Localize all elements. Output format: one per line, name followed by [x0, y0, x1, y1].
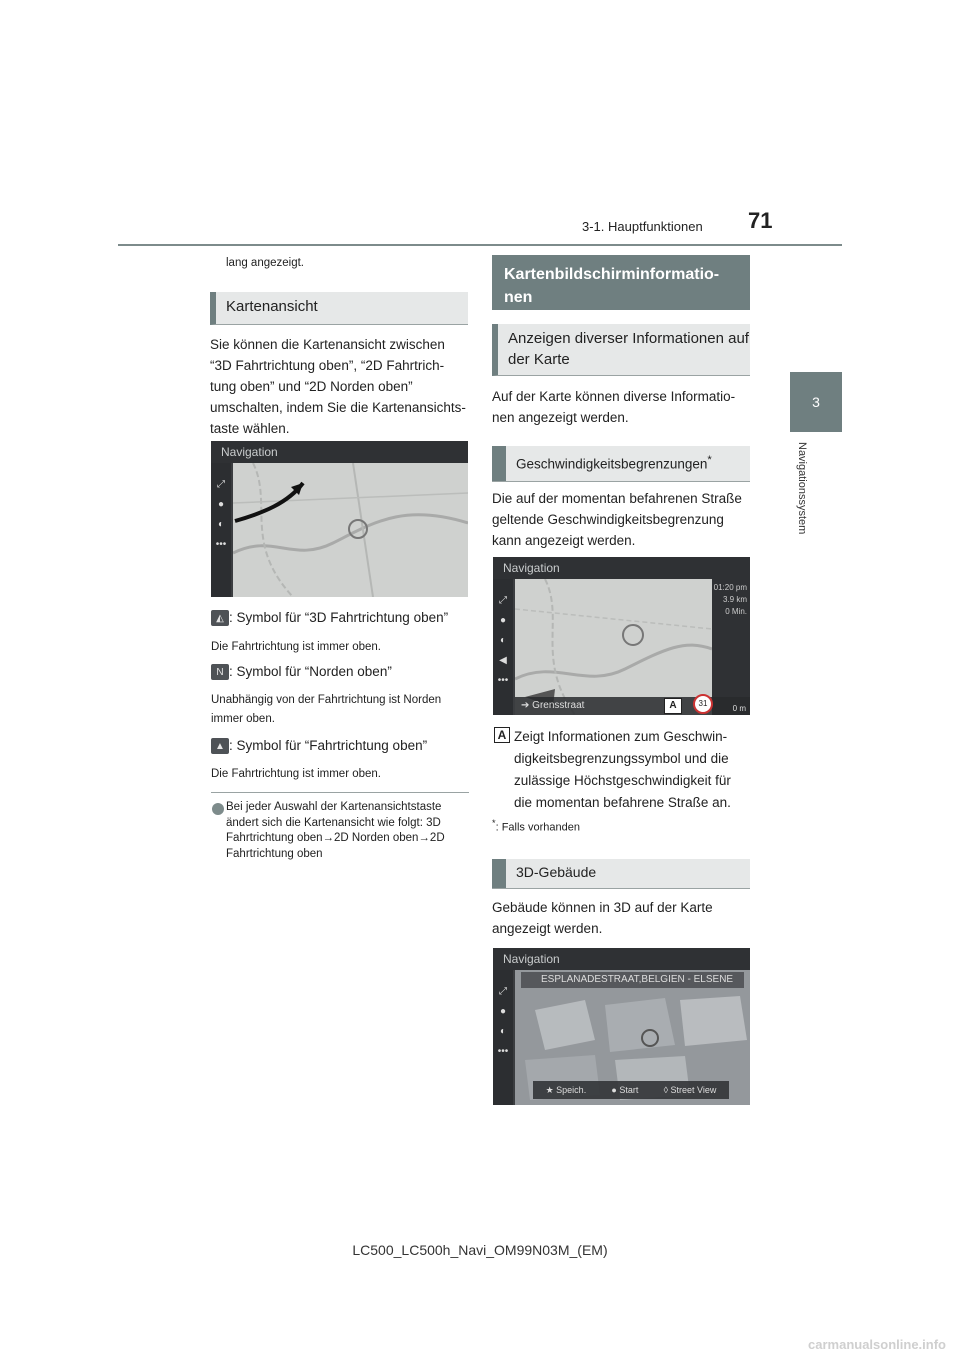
- street-banner: ESPLANADESTRAAT,BELGIEN - ELSENE: [521, 972, 744, 988]
- symbol-item-heading: [211, 735, 471, 784]
- expand-icon: ⤢: [499, 595, 507, 606]
- heading-up-icon: ▲: [211, 738, 229, 754]
- save-button[interactable]: ★ Speich.: [545, 1085, 587, 1095]
- speed-heading-mark: *: [707, 454, 712, 466]
- symbol-label: : Symbol für “Norden oben”: [229, 664, 392, 679]
- footnote: [492, 818, 580, 834]
- expand-icon: ⤢: [217, 479, 225, 490]
- speed-limit-sign: 31: [693, 694, 713, 714]
- chapter-label: Navigationssystem: [796, 442, 808, 535]
- street-view-button[interactable]: ◊ Street View: [663, 1085, 717, 1095]
- building-heading: [492, 859, 750, 889]
- note-bullet: [212, 803, 224, 815]
- bottom-distance: 0 m: [732, 704, 746, 713]
- symbol-desc: Die Fahrtrichtung ist immer oben.: [211, 641, 382, 653]
- 3d-heading-up-icon: ◭: [211, 610, 229, 626]
- pin-icon: ●: [217, 499, 225, 510]
- kartenansicht-body: Sie können die Kartenansicht zwischen “3D Fahrtrichtung oben”, “2D Fahrtrich-tung oben” und “2D Norden oben” umschalten, indem Sie die Kartenansichts-taste wählen.: [210, 337, 466, 436]
- map-view-icon: ◐: [499, 1026, 507, 1037]
- main-heading: Kartenbildschirminformatio-nen: [492, 255, 750, 310]
- note-text: Bei jeder Auswahl der Kartenansichtstaste ändert sich die Kartenansicht wie folgt: 3D Fahrtrichtung oben→2D Norden oben→2D Fahrtrichtung oben: [226, 801, 445, 860]
- screen-sidebar: [493, 970, 513, 1105]
- map-screen-3d: [493, 948, 750, 1105]
- start-button[interactable]: ● Start: [611, 1085, 639, 1095]
- map-area: [233, 463, 468, 597]
- eta-time: 01:20 pm: [713, 583, 747, 592]
- map-graphic: [515, 579, 712, 715]
- info-panel: [712, 579, 750, 715]
- expand-icon: ⤢: [499, 986, 507, 997]
- symbol-desc: Die Fahrtrichtung ist immer oben.: [211, 768, 382, 780]
- chapter-tab: 3: [790, 372, 842, 432]
- pin-icon: ●: [499, 615, 507, 626]
- speed-body: Die auf der momentan befahrenen Straße geltende Geschwindigkeitsbegrenzung kann angezeigt werden.: [492, 491, 742, 548]
- callout-A-text: Zeigt Informationen zum Geschwin-digkeitsbegrenzungssymbol und die zulässige Höchstgeschwindigkeit für die momentan befahrene Straße an.: [514, 729, 731, 810]
- symbol-item-3d: [211, 607, 471, 657]
- screen-sidebar: [493, 579, 513, 715]
- building-heading-text: 3D-Gebäude: [506, 859, 750, 888]
- map-view-icon: ◐: [217, 519, 225, 530]
- header-rule: [118, 244, 842, 246]
- kartenansicht-heading: Kartenansicht: [210, 292, 468, 325]
- watermark: carmanualsonline.info: [808, 1337, 946, 1352]
- more-icon: •••: [497, 675, 509, 686]
- building-body: Gebäude können in 3D auf der Karte angezeigt werden.: [492, 900, 713, 936]
- map-view-icon: ◐: [499, 635, 507, 646]
- map-area: [515, 579, 712, 715]
- section-title: 3-1. Hauptfunktionen: [582, 219, 703, 234]
- screen-title: Navigation: [493, 948, 750, 970]
- screen-title: Navigation: [493, 557, 750, 579]
- speed-heading: [492, 446, 750, 482]
- symbol-label: : Symbol für “3D Fahrtrichtung oben”: [229, 610, 449, 625]
- sub-body: Auf der Karte können diverse Informatio-nen angezeigt werden.: [492, 389, 736, 425]
- street-bar: [515, 697, 750, 715]
- speed-heading-text: Geschwindigkeitsbegrenzungen: [516, 456, 708, 472]
- map-screen-kartenansicht: [211, 441, 468, 597]
- footnote-text: : Falls vorhanden: [495, 821, 580, 834]
- remaining-distance: 3.9 km: [722, 595, 747, 604]
- map-graphic: [233, 463, 468, 597]
- sub-heading: Anzeigen diverser Informationen auf der Karte: [492, 324, 750, 376]
- symbol-item-north: [211, 661, 473, 729]
- symbol-desc: Unabhängig von der Fahrtrichtung ist Norden immer oben.: [211, 694, 442, 725]
- bottom-toolbar: [533, 1081, 729, 1099]
- note-rule: [211, 792, 469, 793]
- page-number: 71: [748, 208, 773, 233]
- screen-sidebar: [211, 463, 231, 597]
- screen-title: Navigation: [211, 441, 468, 463]
- arrow-right-icon: ➔: [521, 700, 533, 711]
- remaining-time: 0 Min.: [725, 607, 747, 616]
- pin-icon: ●: [499, 1006, 507, 1017]
- footer-code: LC500_LC500h_Navi_OM99N03M_(EM): [352, 1242, 608, 1258]
- current-street: Grensstraat: [532, 700, 585, 711]
- map-screen-speed: [493, 557, 750, 715]
- intro-tail: lang angezeigt.: [226, 257, 305, 269]
- footnote-mark: *: [492, 818, 496, 828]
- north-up-icon: N: [211, 664, 229, 680]
- volume-icon: ◀: [499, 655, 507, 666]
- more-icon: •••: [497, 1046, 509, 1057]
- callout-A-label: A: [494, 727, 510, 743]
- callout-A-marker: A: [664, 698, 682, 714]
- more-icon: •••: [215, 539, 227, 550]
- symbol-label: : Symbol für “Fahrtrichtung oben”: [229, 738, 428, 753]
